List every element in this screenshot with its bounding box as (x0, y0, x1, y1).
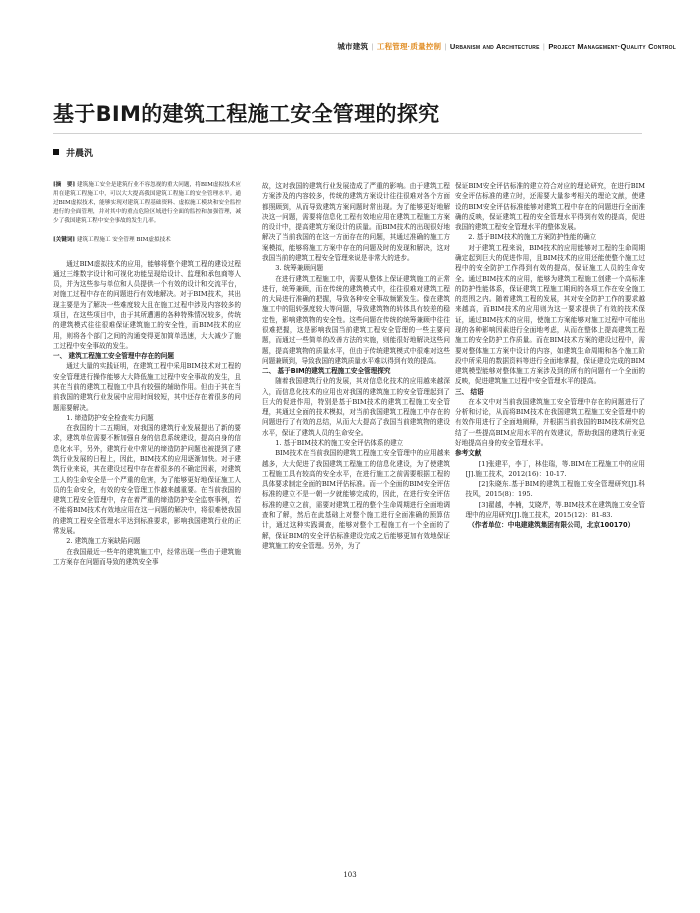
section-heading-3: 三、 结语 (455, 387, 484, 396)
body-paragraph: 在进行建筑工程施工中，需要从整体上保证建筑施工的正常进行，统筹兼顾，而在传统的建筑模式中，往往很难对建筑工程的大局进行准确的把握，导致各种安全事故频繁发生。像在建筑施工中的阻转强度较大等问题，导致建筑物的转体具有较差的稳定性，影响建筑物的安全性。这些问题在传统的统筹兼顾中往往很难把握，这是影响我国当前建筑工程安全管理的一些主要问题，而通过一些简单的改善方法的实施，则能很好地解决这些问题，提高建筑物的质量水平，但由于传统建筑模式中很难对这些问题兼顾到，导致我国的建筑质量水平难以得到有效的提高。 (262, 274, 450, 365)
keywords-label: [关键词] (53, 236, 76, 243)
subsection-heading: 3. 统筹兼顾问题 (275, 264, 324, 273)
body-paragraph: 在本文中对当前我国建筑施工安全管理中存在的问题进行了分析和讨论，从而将BIM技术在我国建筑工程施工安全管理中的有效作用进行了全面地阐释，并根据当前我国的BIM技术研究总结了一些提高BIM应用水平的有效建议，帮助我国的建筑行业更好地提高自身的安全管理水平。 (455, 397, 645, 448)
abstract-label: [摘 要] (53, 182, 76, 188)
header-separator: | (442, 42, 449, 51)
subsection-heading: 2. 建筑施工方案缺陷问题 (66, 537, 141, 546)
reference-item: [2]朱晓东.基于BIM的建筑工程施工安全管理研究[J].科技风，2015(8)：195. (465, 480, 645, 499)
keywords-text: 建筑工程施工 安全管理 BIM虚拟技术 (76, 236, 171, 243)
header-section-cn: 工程管理·质量控制 (376, 42, 442, 51)
article-title: 基于BIM的建筑工程施工安全管理的探究 (53, 102, 440, 126)
author-name: 井晨汎 (66, 149, 94, 159)
reference-item: [1]张建平，李丁，林佳瑞，等.BIM在工程施工中的应用[J].施工技术，2012(16)：10-17. (465, 459, 645, 478)
body-paragraph: 对于建筑工程来说，BIM技术的应用能够对工程的生命周期确定起到巨大的促进作用，且BIM技术的应用还能使整个施工过程中的安全防护工作得到有效的提高，保证施工人员的生命安全。通过BIM技术的应用，能够为建筑工程施工创建一个高标准的防护性能体系，保证建筑工程施工期间的各项工作在安全施工的范围之内。随着建筑工程的发展，其对安全防护工作的要求越来越高，而BIM技术的应用则为这一要求提供了有效的技术保证，通过BIM技术的应用，使施工方案能够对施工过程中可能出现的各种影响因素进行全面地考虑，从而在整体上提高建筑工程施工的安全防护工作质量。而在BIM技术方案的建设过程中，需要对整体施工方案中设计的内容，如建筑生命周期和各个施工阶段中所采用的数据资料等进行全面地掌握，保证建设完成的BIM建筑模型能够对整体施工方案涉及到的所有的问题有一个全面的反映，促进建筑施工过程中安全管理水平的提高。 (455, 243, 645, 386)
square-bullet-icon (53, 149, 59, 155)
header-separator: | (540, 42, 548, 51)
body-paragraph: 在我国的十二五期间，对我国的建筑行业发展提出了新的要求，建筑单位需要不断加强自身的信息系统建设，提高自身的信息化水平，另外，建筑行业中常见的缔造防护问题也被提到了建筑行业发展的日程上，因此，BIM技术的应用逐渐加快。对于建筑行业来说，其在建设过程中存在着很多的不确定因素，对建筑工人的生命安全是一个严重的危害，为了能够更好地保证施工人员的生命安全，有效的安全管理工作越来越重要。在当前我国的建筑工程安全管理中，存在着严重的缔造防护安全监察事例，若不能将BIM技术有效地应用在这一问题的解决中，将很难使我国的建筑工程安全管理水平达到标准要求，影响我国建筑行业的正常发展。 (53, 424, 241, 535)
header-separator: | (369, 42, 376, 51)
page-number: 103 (343, 871, 357, 879)
title-divider (53, 133, 642, 134)
body-paragraph: 在我国最近一些年的建筑施工中，经常出现一些由于建筑施工方案存在问题而导致的建筑安全事 (53, 547, 241, 566)
column-2 (262, 181, 450, 551)
body-paragraph: 保证BIM安全评估标准的建立符合对应的理论研究，在进行BIM安全评估标准的建立时，还需要大量参考相关的理论文献，使建设的BIM安全评估标准能够对建筑工程中存在的问题进行全面准确的反映，保证建筑工程的安全管理水平得到有效的提高，促进我国的建筑工程安全管理水平的整体发展。 (455, 182, 645, 232)
author-line (53, 146, 93, 159)
body-paragraph: 故，这对我国的建筑行业发展造成了严重的影响。由于建筑工程方案涉及的内容较多，传统的建筑方案设计往往很难对各个方面都照顾到，从而导致建筑方案问题时常出现。为了能够更好地解决这一问题，需要将信息化工程有效地应用在建筑工程施工方案的设计中，提高建筑方案设计的质量。而BIM技术的出现很好地解决了当前我国的在这一方面存在的问题，其通过准确的施工方案模拟，能够将施工方案中存在的问题及时的发现和解决，这对我国当前的建筑工程安全管理来说是非常大的进步。 (262, 182, 450, 262)
body-paragraph: 通过大量的实践证明，在建筑工程中采用BIM技术对工程的安全管理进行操作能够大大降低施工过程中安全事故的发生，且其在当前的建筑工程施工中具有较强的辅助作用。但由于其在当前我国的建筑行业发展中应用时间较短，其中还存在着很多的问题需要解决。 (53, 362, 241, 412)
section-heading-1: 一、 建筑工程施工安全管理中存在的问题 (53, 352, 174, 361)
header-journal-en: Urbanism and Architecture (449, 42, 540, 51)
running-header (337, 41, 676, 52)
subsection-heading: 1. 缔造防护安全检查实力问题 (66, 413, 154, 422)
body-paragraph: 随着我国建筑行业的发展，其对信息化技术的应用越来越深入，而信息化技术的应用也对我国的建筑施工的安全管理起到了巨大的促进作用，特别是基于BIM技术的建筑工程施工安全管理，其通过全面的技术模拟，对当前我国建筑工程施工中存在的问题进行了有效的总结，从而大大提高了我国当前建筑物的建设水平，保证了建筑人员的生命安全。 (262, 377, 450, 437)
subsection-heading: 1. 基于BIM技术的施工安全评估体系的建立 (275, 439, 404, 448)
subsection-heading: 2. 基于BIM技术的施工方案防护性能的确立 (468, 233, 597, 242)
abstract (53, 181, 241, 226)
reference-item: [3]翟越，李楠，艾晓芹，等.BIM技术在建筑施工安全管理中的应用研究[J].施工技术，2015(12)：81-83. (465, 500, 645, 519)
abstract-text: 建筑施工安全是建筑行业不容忽视的重大问题，将BIM虚拟技术应用在建筑工程施工中，可以大大提高我国建筑工程施工的安全管理水平。通过BIM虚拟技术，能够实现对建筑工程基础资料、虚拟施工模块和安全监控进行的全面管理，并对其中的重点危险区域进行全面的监控和加强管理，减少了我国建筑工程中安全事故的发生几率。 (53, 182, 241, 224)
column-3 (455, 181, 645, 531)
section-heading-2: 二、 基于BIM的建筑工程施工安全管理探究 (262, 367, 391, 376)
body-paragraph: BIM技术在当前我国的建筑工程施工安全管理中的应用越来越多，大大促进了我国建筑工程施工的信息化建设，为了使建筑工程施工具有较高的安全水平，在进行施工之前需要根据工程的具体要求制定全面的BIM评估标准。而一个全面的BIM安全评估标准的建立不是一朝一夕就能够完成的，因此，在进行安全评估标准的建立之前，需要对建筑工程的整个生命周期进行全面地调查和了解，然后在此基础上对整个施工进行全面准确的预算估计，通过这种实践调查，能够对整个工程施工有一个全面的了解，保证BIM的安全评估标准建设完成之后能够更加有效地保证建筑施工的安全管理。另外，为了 (262, 449, 450, 550)
header-journal-cn: 城市建筑 (337, 42, 369, 51)
keywords (53, 236, 241, 245)
intro-paragraph: 通过BIM虚拟技术的应用，能够将整个建筑工程的建设过程通过三维数字设计和可视化功能呈现给设计、监理和承包商等人员，并为这些参与单位和人员提供一个有效的设计和交流平台，对施工过程中存在的问题进行有效地解决。对于BIM技术，其出现主要是为了解决一些难度较大且在施工过程中涉及内容较多的项目，在这些项目中，由于其所遭遇的各种特殊情况较多，传统的建筑模式往往很难保证建筑施工的安全性，而BIM技术的应用，则将各个部门之间的沟通变得更加简单迅速，大大减少了施工过程中安全事故的发生。 (53, 259, 241, 350)
author-affiliation: （作者单位：中电建建筑集团有限公司，北京100170） (468, 521, 635, 530)
header-section-en: Project Management·Quality Control (548, 42, 676, 51)
references-heading: 参考文献 (455, 449, 482, 458)
column-1 (53, 181, 241, 567)
